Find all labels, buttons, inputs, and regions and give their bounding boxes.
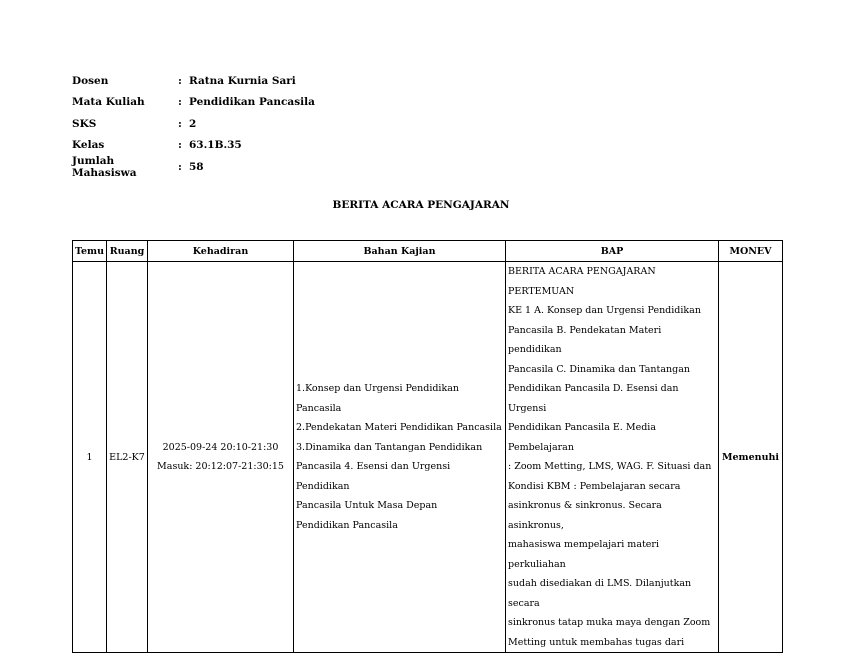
bap-line: BERITA ACARA PENGAJARAN PERTEMUAN — [508, 266, 656, 297]
info-colon: : — [178, 74, 182, 87]
cell-bahan-kajian — [294, 262, 506, 653]
info-row-mata-kuliah — [72, 92, 315, 114]
document-title: BERITA ACARA PENGAJARAN — [332, 199, 510, 211]
bap-line: Pancasila B. Pendekatan Materi pendidikan — [508, 324, 662, 355]
info-label: Mata Kuliah — [72, 96, 145, 109]
info-value: 58 — [189, 160, 204, 173]
info-value: Ratna Kurnia Sari — [189, 74, 296, 87]
info-label: SKS — [72, 117, 97, 130]
bap-line: Kondisi KBM : Pembelajaran secara — [508, 480, 681, 492]
bahan-line: Pancasila 4. Esensi dan Urgensi Pendidikan — [296, 461, 451, 492]
table-row — [73, 262, 783, 653]
bap-line: Pancasila C. Dinamika dan Tantangan — [508, 363, 690, 375]
info-value: 2 — [189, 117, 197, 130]
info-label: Jumlah Mahasiswa — [72, 154, 137, 179]
info-colon: : — [178, 96, 182, 109]
info-colon: : — [178, 117, 182, 130]
header-bap: BAP — [506, 241, 719, 262]
info-row-jumlah-mahasiswa — [72, 156, 315, 178]
info-value: 63.1B.35 — [189, 139, 242, 152]
info-value: Pendidikan Pancasila — [189, 96, 315, 109]
bahan-line: 1.Konsep dan Urgensi Pendidikan Pancasila — [296, 383, 460, 414]
bap-line: mahasiswa mempelajari materi perkuliahan — [508, 539, 660, 570]
cell-temu: 1 — [73, 262, 107, 653]
info-row-sks — [72, 113, 315, 135]
bap-line: : Zoom Metting, LMS, WAG. F. Situasi dan — [508, 461, 712, 472]
info-label: Dosen — [72, 74, 109, 87]
bap-line: asinkronus & sinkronus. Secara asinkronus, — [508, 500, 662, 531]
bap-line: Pendidikan Pancasila D. Esensi dan Urgensi — [508, 383, 679, 414]
bap-line: sinkronus tatap muka maya dengan Zoom — [508, 617, 711, 628]
bahan-line: Pancasila Untuk Masa Depan — [296, 500, 438, 511]
bap-line: Pendidikan Pancasila E. Media Pembelajaran — [508, 422, 656, 453]
header-ruang: Ruang — [107, 241, 148, 262]
kehadiran-masuk: Masuk: 20:12:07-21:30:15 — [157, 461, 284, 472]
bap-table — [72, 240, 783, 653]
header-bahan-kajian: Bahan Kajian — [294, 241, 506, 262]
cell-monev: Memenuhi — [719, 262, 783, 653]
cell-ruang: EL2-K7 — [107, 262, 148, 653]
table-header-row — [73, 241, 783, 262]
bap-line: Metting untuk membahas tugas dari — [508, 636, 685, 648]
bahan-line: Pendidikan Pancasila — [296, 519, 398, 531]
kehadiran-schedule: 2025-09-24 20:10-21:30 — [162, 442, 279, 453]
info-colon: : — [178, 139, 182, 152]
info-row-kelas — [72, 135, 315, 157]
course-info — [72, 70, 315, 178]
header-kehadiran: Kehadiran — [148, 241, 294, 262]
header-monev: MONEV — [719, 241, 783, 262]
info-colon: : — [178, 160, 182, 173]
header-temu: Temu — [73, 241, 107, 262]
info-row-dosen — [72, 70, 315, 92]
cell-kehadiran — [148, 262, 294, 653]
bahan-line: 3.Dinamika dan Tantangan Pendidikan — [296, 441, 483, 453]
bap-line: sudah disediakan di LMS. Dilanjutkan secara — [508, 578, 692, 609]
cell-bap — [506, 262, 719, 653]
bap-line: KE 1 A. Konsep dan Urgensi Pendidikan — [508, 305, 701, 316]
info-label: Kelas — [72, 139, 105, 152]
bahan-line: 2.Pendekatan Materi Pendidikan Pancasila — [296, 422, 502, 433]
